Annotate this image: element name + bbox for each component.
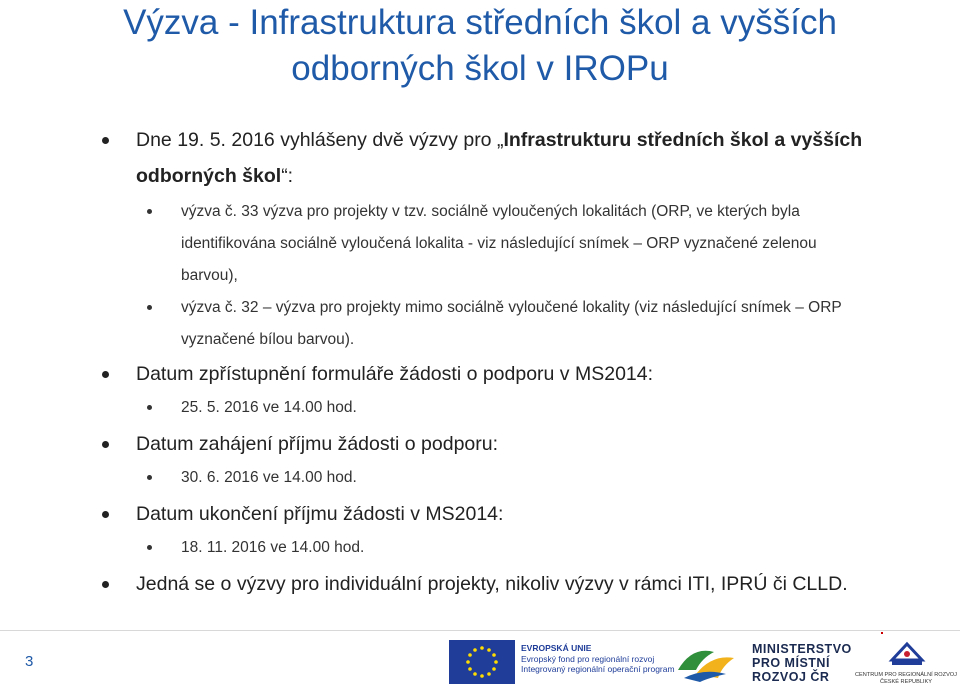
eu-line-3: Integrovaný regionální operační program — [521, 664, 675, 674]
bullet-announcement — [136, 122, 862, 158]
crr-logo-text — [852, 672, 960, 685]
bullet-announcement-post: “: — [281, 165, 294, 187]
title-line-2: odborných škol v IROPu — [291, 49, 669, 88]
bullet-form-date: Datum zpřístupnění formuláře žádosti o podporu v MS2014: — [136, 356, 653, 392]
slide-title — [0, 0, 960, 92]
decorative-dot — [881, 632, 883, 634]
page-number: 3 — [25, 653, 34, 670]
mmr-line-3: ROZVOJ ČR — [752, 670, 830, 684]
sub-bullet-call-33 — [181, 196, 901, 228]
bullet-end-date: Datum ukončení příjmu žádosti v MS2014: — [136, 496, 503, 532]
eu-line-2: Evropský fond pro regionální rozvoj — [521, 653, 655, 664]
crr-line-2: ČESKÉ REPUBLIKY — [880, 678, 932, 685]
mmr-logo-text — [752, 642, 852, 684]
bullet-announcement-bold: Infrastrukturu středních škol a vyšších — [503, 129, 863, 151]
call-33-line-2: identifikována sociálně vyloučená lokalita - viz následující snímek – ORP vyznačené zelenou — [181, 235, 817, 252]
eu-logo-text — [521, 643, 675, 675]
mmr-line-2: PRO MÍSTNÍ — [752, 656, 830, 670]
bullet-announcement-bold-2: odborných škol — [136, 165, 282, 187]
call-33-line-3: barvou), — [181, 267, 238, 284]
sub-bullet-start-date: 30. 6. 2016 ve 14.00 hod. — [181, 462, 901, 494]
sub-bullet-end-date: 18. 11. 2016 ve 14.00 hod. — [181, 532, 901, 564]
bullet-start-date: Datum zahájení příjmu žádosti o podporu: — [136, 426, 498, 462]
call-33-line-1: výzva č. 33 výzva pro projekty v tzv. sociálně vyloučených lokalitách (ORP, ve kterých byla — [181, 203, 800, 220]
crr-line-1: CENTRUM PRO REGIONÁLNÍ ROZVOJ — [855, 672, 957, 678]
footer-divider — [0, 630, 960, 631]
call-32-line-2: vyznačené bílou barvou). — [181, 331, 355, 348]
bullet-individual-projects: Jedná se o výzvy pro individuální projekty, nikoliv výzvy v rámci ITI, IPRÚ či CLLD. — [136, 566, 848, 602]
mmr-line-1: MINISTERSTVO — [752, 642, 852, 656]
sub-bullet-form-date: 25. 5. 2016 ve 14.00 hod. — [181, 392, 901, 424]
bullet-announcement-cont — [136, 158, 293, 194]
call-32-line-1: výzva č. 32 – výzva pro projekty mimo sociálně vyloučené lokality (viz následující snímek – ORP — [181, 299, 842, 316]
title-line-1: Výzva - Infrastruktura středních škol a vyšších — [123, 3, 837, 42]
eu-flag-icon — [449, 640, 515, 684]
irop-logo-icon — [674, 640, 742, 684]
bullet-announcement-text: Dne 19. 5. 2016 vyhlášeny dvě výzvy pro „ — [136, 129, 504, 151]
eu-line-1: EVROPSKÁ UNIE — [521, 643, 592, 653]
sub-bullet-call-32 — [181, 292, 901, 324]
